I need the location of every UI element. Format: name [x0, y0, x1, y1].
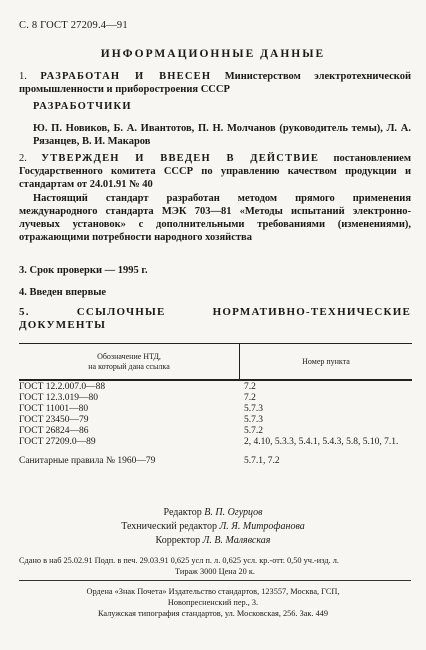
table-row: [19, 404, 412, 415]
table-row: [19, 456, 412, 467]
credit-name: В. П. Огурцов: [204, 507, 263, 518]
references-table: [19, 343, 412, 381]
table-cell-doc: ГОСТ 11001—80: [19, 404, 89, 414]
credit-tech-editor: [0, 520, 426, 534]
credit-role: Редактор: [163, 507, 202, 518]
publisher-line-3: Калужская типография стандартов, ул. Московская, 256. Зак. 449: [97, 609, 329, 618]
table-row: [19, 382, 412, 393]
column-header-document-line1: Обозначение НТД,: [97, 352, 161, 361]
table-cell-doc: ГОСТ 12.2.007.0—88: [19, 382, 106, 392]
table-row: [19, 426, 412, 437]
credits: [0, 506, 426, 548]
imprint: [19, 555, 411, 577]
section-2-number: 2.: [19, 153, 27, 164]
table-cell-doc: ГОСТ 27209.0—89: [19, 437, 96, 447]
table-header: [19, 344, 412, 380]
page-header: С. 8 ГОСТ 27209.4—91: [19, 20, 128, 31]
table-cell-doc: ГОСТ 23450—79: [19, 415, 89, 425]
table-cell-items: 7.2: [244, 382, 256, 392]
column-header-document: [19, 344, 240, 379]
table-cell-doc: ГОСТ 12.3.019—80: [19, 393, 98, 403]
column-header-document-line2: на который дана ссылка: [88, 362, 170, 371]
column-header-item: Номер пункта: [302, 357, 350, 366]
table-cell-doc: ГОСТ 26824—86: [19, 426, 89, 436]
publisher-info: [0, 586, 426, 619]
table-cell-items: 2, 4.10, 5.3.3, 5.4.1, 5.4.3, 5.8, 5.10, 7.1.: [244, 437, 399, 447]
section-1-lead: РАЗРАБОТАН И ВНЕСЕН: [40, 71, 212, 82]
developers-list: Ю. П. Новиков, Б. А. Ивантотов, П. Н. Молчанов (руководитель темы), Л. А. Рязанцев, В. И. Макаров: [33, 123, 411, 147]
credit-proofreader: [0, 534, 426, 548]
section-2: [19, 152, 411, 191]
table-row: [19, 393, 412, 404]
credit-role: Корректор: [155, 535, 201, 546]
table-row: [19, 415, 412, 426]
table-cell-items: 5.7.3: [244, 415, 263, 425]
divider: [19, 580, 411, 581]
table-cell-items: 5.7.1, 7.2: [244, 456, 280, 466]
publisher-line-2: Новопресненский пер., 3.: [167, 598, 259, 607]
publisher-line-1: Ордена «Знак Почета» Издательство стандартов, 123557, Москва, ГСП,: [86, 587, 340, 596]
table-cell-items: 5.7.2: [244, 426, 263, 436]
section-1-text: Министерством электротехнической промышленности и приборостроения СССР: [19, 71, 412, 95]
credit-name: Л. В. Малявская: [202, 535, 271, 546]
section-1: [19, 70, 411, 96]
table-cell-items: 7.2: [244, 393, 256, 403]
developers-heading: РАЗРАБОТЧИКИ: [33, 101, 132, 112]
section-5: 5. ССЫЛОЧНЫЕ НОРМАТИВНО-ТЕХНИЧЕСКИЕ ДОКУМЕНТЫ: [19, 306, 411, 331]
table-row: [19, 437, 412, 448]
section-2-lead: УТВЕРЖДЕН И ВВЕДЕН В ДЕЙСТВИЕ: [41, 153, 320, 164]
section-2-text: постановлением Государственного комитета СССР по управлению качеством продукции и стандартам от 24.01.91 № 40: [19, 153, 411, 190]
table-cell-items: 5.7.3: [244, 404, 263, 414]
imprint-line-1: Сдано в наб 25.02.91 Подп. в печ. 29.03.91 0,625 усл п. л. 0,625 усл. кр.-отт. 0,50 уч.-изд. л.: [19, 556, 339, 565]
section-4: 4. Введен впервые: [19, 287, 107, 298]
section-1-number: 1.: [19, 71, 27, 82]
credit-role: Технический редактор: [121, 521, 218, 532]
section-3: 3. Срок проверки — 1995 г.: [19, 265, 148, 276]
imprint-line-2: Тираж 3000 Цена 20 к.: [175, 567, 255, 576]
table-cell-doc: Санитарные правила № 1960—79: [19, 456, 156, 466]
credit-editor: [0, 506, 426, 520]
page-title: ИНФОРМАЦИОННЫЕ ДАННЫЕ: [100, 48, 326, 60]
section-2-paragraph: Настоящий стандарт разработан методом прямого применения международного стандарта МЭК 703—81 «Методы испытаний электронно-лучевых установок» с дополнительными требованиями (изменениями), отражающими потребности народного хозяйства: [19, 193, 411, 243]
credit-name: Л. Я. Митрофанова: [219, 521, 305, 532]
table-body: [19, 382, 412, 467]
